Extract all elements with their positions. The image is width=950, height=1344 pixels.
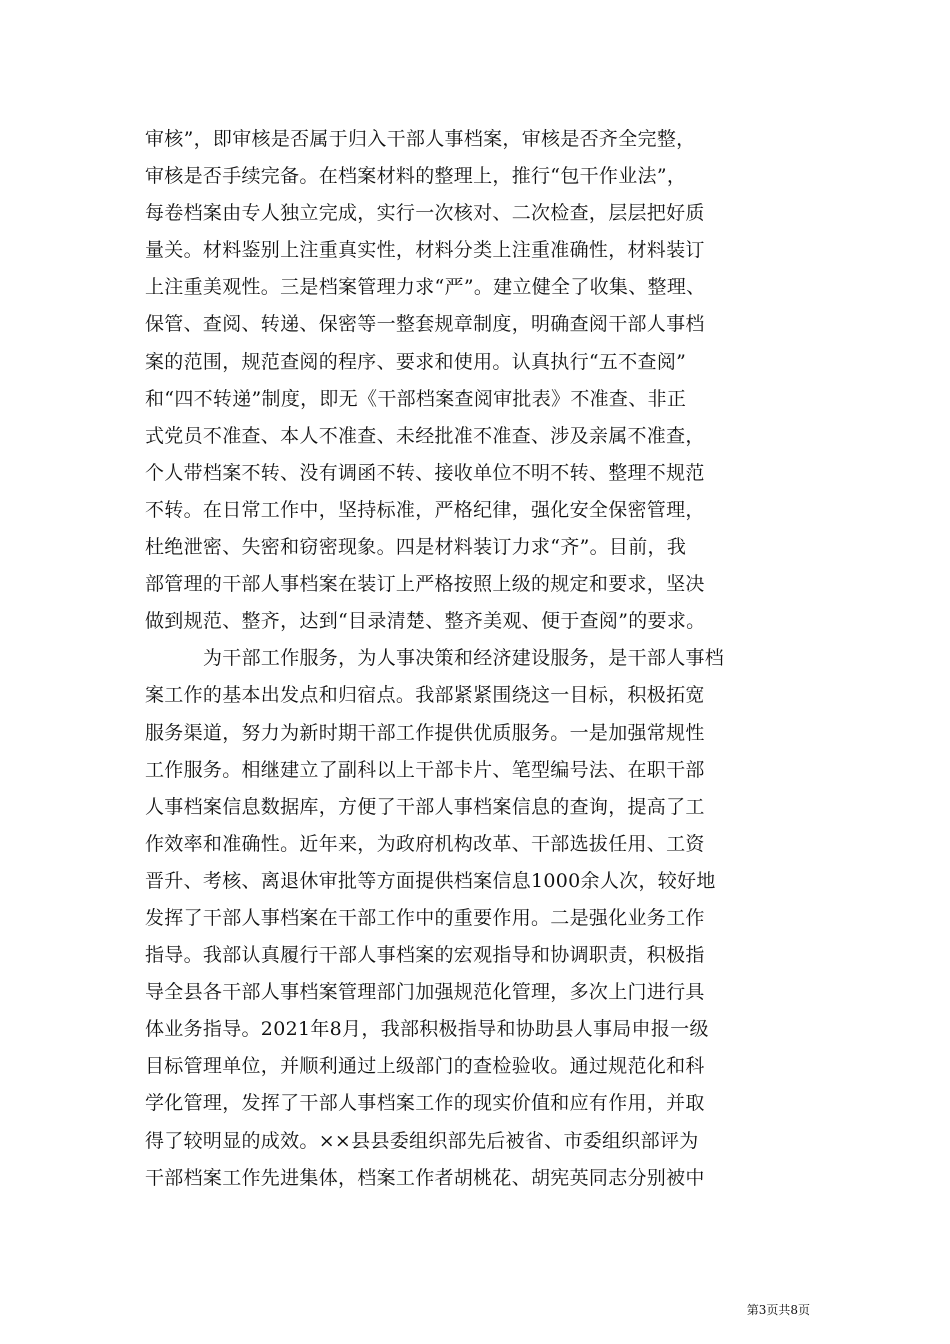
- text-line: 每卷档案由专人独立完成，实行一次核对、二次检查，层层把好质: [145, 202, 705, 225]
- text-line: 上注重美观性。三是档案管理力求“严”。建立健全了收集、整理、: [145, 276, 706, 299]
- text-line: 部管理的干部人事档案在装订上严格按照上级的规定和要求，坚决: [145, 573, 705, 596]
- text-line: 指导。我部认真履行干部人事档案的宏观指导和协调职责，积极指: [145, 944, 705, 967]
- text-line: 杜绝泄密、失密和窃密现象。四是材料装订力求“齐”。目前，我: [145, 536, 687, 559]
- text-line: 得了较明显的成效。××县县委组织部先后被省、市委组织部评为: [145, 1129, 699, 1152]
- text-line: 干部档案工作先进集体，档案工作者胡桃花、胡宪英同志分别被中: [145, 1166, 705, 1189]
- text-line: 工作服务。相继建立了副科以上干部卡片、笔型编号法、在职干部: [145, 758, 705, 781]
- text-line: 目标管理单位，并顺利通过上级部门的查检验收。通过规范化和科: [145, 1055, 705, 1078]
- page-number: 第3页共8页: [746, 1303, 810, 1317]
- text-line: 不转。在日常工作中，坚持标准，严格纪律，强化安全保密管理，: [145, 498, 705, 521]
- text-line: 学化管理，发挥了干部人事档案工作的现实价值和应有作用，并取: [145, 1092, 705, 1115]
- text-line: 人事档案信息数据库，方便了干部人事档案信息的查询，提高了工: [145, 795, 705, 818]
- text-line: 作效率和准确性。近年来，为政府机构改革、干部选拔任用、工资: [145, 832, 705, 855]
- text-line: 导全县各干部人事档案管理部门加强规范化管理，多次上门进行具: [145, 981, 705, 1004]
- text-line: 服务渠道，努力为新时期干部工作提供优质服务。一是加强常规性: [145, 721, 705, 744]
- text-line: 体业务指导。2021年8月，我部积极指导和协助县人事局申报一级: [145, 1018, 709, 1041]
- text-line: 和“四不转递”制度，即无《干部档案查阅审批表》不准查、非正: [145, 387, 687, 410]
- paragraph-start-line: 为干部工作服务，为人事决策和经济建设服务，是干部人事档: [203, 647, 725, 670]
- text-line: 晋升、考核、离退休审批等方面提供档案信息1000余人次，较好地: [145, 869, 716, 892]
- text-line: 案的范围，规范查阅的程序、要求和使用。认真执行“五不查阅”: [145, 350, 687, 373]
- text-line: 审核是否手续完备。在档案材料的整理上，推行“包干作业法”，: [145, 165, 687, 188]
- text-line: 量关。材料鉴别上注重真实性，材料分类上注重准确性，材料装订: [145, 239, 705, 262]
- body-text: [145, 121, 810, 1197]
- text-line: 做到规范、整齐，达到“目录清楚、整齐美观、便于查阅”的要求。: [145, 610, 706, 633]
- text-line: 发挥了干部人事档案在干部工作中的重要作用。二是强化业务工作: [145, 906, 705, 929]
- text-line: 式党员不准查、本人不准查、未经批准不准查、涉及亲属不准查，: [145, 424, 705, 447]
- text-line: 保管、查阅、转递、保密等一整套规章制度，明确查阅干部人事档: [145, 313, 705, 336]
- text-line: 个人带档案不转、没有调函不转、接收单位不明不转、整理不规范: [145, 461, 705, 484]
- text-line: 审核”，即审核是否属于归入干部人事档案，审核是否齐全完整，: [145, 128, 696, 150]
- text-line: 案工作的基本出发点和归宿点。我部紧紧围绕这一目标，积极拓宽: [145, 684, 705, 707]
